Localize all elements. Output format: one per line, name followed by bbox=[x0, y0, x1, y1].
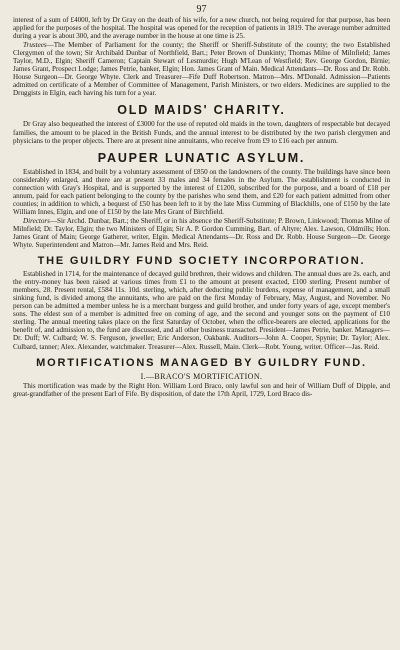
old-maids-paragraph: Dr Gray also bequeathed the interest of £3000 for the use of reputed old maids in the town, daughters of respectable but decayed families, the amount to be placed in the British Funds, and the annual interest to be distributed by the two parish clergymen and physicians to the proper objects. There are at present nine annuitants, who receive from £9 to £16 each per annum. bbox=[13, 120, 390, 145]
trustees-text: —The Member of Parliament for the county; the Sheriff or Sheriff-Substitute of the county; the two Established Clergymen of the town; Sir Archibald Dunbar of Northfield, Bart.; Peter Brown of Dunkinty; Thomas Milne of Milnfield; James Taylor, M.D., Elgin; Sheriff Cameron; Captain Stewart of Lesmurdie; Hugh M'Lean of Westfield; Rev. George Gordon, Birnie; James Grant, Prospect Lodge; James Petrie, banker, Elgin; Hon. James Grant of Main. Medical Attendants—Dr. Ross and Dr. Robb. House Surgeon—Dr. George Whyte. Clerk and Treasurer—Fife Duff Robertson. Matron—Mrs. M'Donald. Admission—Patients admitted on certificate of a Member of Committee of Management, Parish Ministers, or two elders. Medicines are supplied to the Druggists in Elgin, each having his turn for a year. bbox=[13, 41, 390, 98]
guildry-paragraph: Established in 1714, for the maintenance of decayed guild brethren, their widows and children. The annual dues are 2s. each, and the entry-money has been raised at various times from £1 to the amount at present exacted, £100 sterling. Present number of members, 28. Present rental, £584 11s. 10d. sterling, which, after deducting public burdens, expense of management, and a small sinking fund, is divided among the annuitants, who are paid on the first Monday of February, May, August, and November. No person can be admitted a member unless he is a merchant burgess and guild brother, and under forty years of age, except member's sons. The eldest son of a member is admitted free on coming of age, and the second and younger sons on the payment of £10 sterling. The annual meeting takes place on the first Saturday of October, when the office-bearers are elected, applications for the benefit of, and admission to, the fund are discussed, and all other business transacted. President—James Petrie, banker. Managers—Dr. Duff; W. Culbard; W. S. Ferguson, jeweller; Eric Anderson, Oakbank. Auditors—John A. Cooper, Spynie; Dr. Taylor; Alex. Culbard, tanner; Alex. Alexander, watchmaker. Treasurer—Alex. Russell, Main. Clerk—Robt. Young, writer. Officer—Jas. Reid. bbox=[13, 270, 390, 351]
mortifications-title: MORTIFICATIONS MANAGED BY GUILDRY FUND. bbox=[36, 356, 367, 369]
intro-trustees-paragraph bbox=[13, 41, 390, 97]
pauper-lunatic-paragraph: Established in 1834, and built by a voluntary assessment of £850 on the landowners of the county. The buildings have since been considerably enlarged, and there are at present 33 males and 34 females in the Asylum. The establishment is conducted in connection with Gray's Hospital, and is supported by the interest of £1200, subscribed for the purpose, and a board of £18 per annum, paid for each patient belonging to the county by the parishes who send them, and £20 for each patient admitted from other counties; in addition to which, a bequest of £50 has been left to it by the late Miss Cumming of Blackhills, one of £150 by the late William Innes, Elgin, and one of £150 by the late Mrs Grant of Birchfield. bbox=[13, 167, 390, 216]
bracos-mortification-subtitle: I.—BRACO'S MORTIFICATION. bbox=[140, 371, 263, 381]
directors-text: —Sir Archd. Dunbar, Bart.; the Sheriff, or in his absence the Sheriff-Substitute; P. Brown, Linkwood; Thomas Milne of Milnfield; Dr. Taylor, Elgin; the two Ministers of Elgin; Sir A. P. Gordon Cumming, Bart. of Altyre; Alex. Lawson, Oldmills; Hon. James Grant of Main; George Gatherer, writer, Elgin. Medical Attendants—Dr. Ross and Dr. Robb. House Surgeon—Dr. George Whyte. Superintendent and Matron—Mr. James Reid and Mrs. Reid. bbox=[13, 216, 390, 250]
pauper-lunatic-title: PAUPER LUNATIC ASYLUM. bbox=[97, 150, 306, 165]
old-maids-title: OLD MAIDS' CHARITY. bbox=[117, 103, 286, 118]
guildry-title: THE GUILDRY FUND SOCIETY INCORPORATION. bbox=[37, 255, 366, 268]
mortifications-paragraph: This mortification was made by the Right Hon. William Lord Braco, only lawful son and heir of William Duff of Dipple, and great-grandfather of the present Earl of Fife. By disposition, of date the 17th April, 1729, Lord Braco dis- bbox=[13, 381, 390, 398]
pauper-directors-paragraph bbox=[13, 217, 390, 249]
trustees-lead: Trustees bbox=[23, 41, 47, 50]
directors-lead: Directors bbox=[23, 216, 50, 225]
intro-paragraph: interest of a sum of £4000, left by Dr Gray on the death of his wife, for a new church, not being required for that purpose, has been applied for the purposes of the hospital. The hospital was opened for the reception of patients in 1819. The average number admitted during a year is about 300, and the average number in the house at one time is 25. bbox=[13, 16, 390, 41]
page-number: 97 bbox=[196, 4, 207, 15]
